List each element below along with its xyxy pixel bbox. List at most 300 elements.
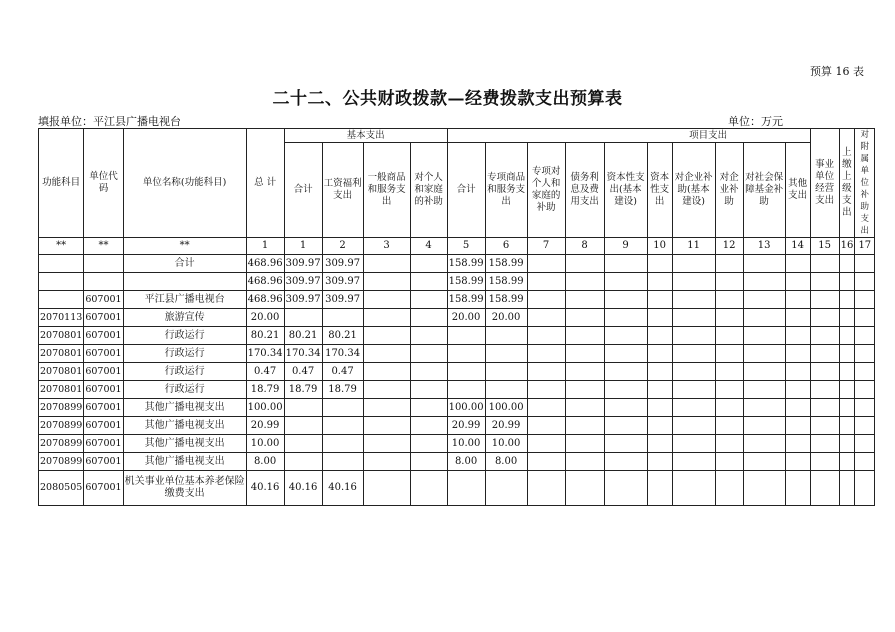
empty-cell [647, 309, 672, 327]
header-personal-family: 对个人和家庭的补助 [410, 143, 447, 238]
special-goods-cell: 8.00 [485, 453, 527, 471]
header-other: 其他支出 [785, 143, 810, 238]
column-index-cell: 15 [810, 238, 839, 255]
header-social-security: 对社会保障基金补助 [743, 143, 785, 238]
empty-cell [785, 363, 810, 381]
empty-cell [810, 381, 839, 399]
empty-cell [565, 291, 604, 309]
empty-cell [785, 399, 810, 417]
budget-table [38, 128, 875, 506]
empty-cell [363, 309, 410, 327]
empty-cell [410, 417, 447, 435]
salary-cell: 170.34 [322, 345, 363, 363]
unit-code-cell: 607001 [84, 453, 123, 471]
header-func-code: 功能科目 [39, 129, 84, 238]
table-row [39, 471, 875, 506]
empty-cell [527, 291, 565, 309]
unit-code-cell: 607001 [84, 471, 123, 506]
empty-cell [672, 363, 715, 381]
empty-cell [715, 345, 743, 363]
proj-sum-cell: 20.00 [447, 309, 485, 327]
empty-cell [839, 309, 855, 327]
header-operating: 事业单位经营支出 [810, 129, 839, 238]
column-index-cell: 10 [647, 238, 672, 255]
empty-cell [785, 273, 810, 291]
empty-cell [672, 417, 715, 435]
empty-cell [604, 291, 647, 309]
reporting-unit: 填报单位：平江县广播电视台 [38, 115, 181, 128]
column-index-cell: 17 [855, 238, 875, 255]
empty-cell [839, 435, 855, 453]
empty-cell [527, 435, 565, 453]
empty-cell [855, 417, 875, 435]
empty-cell [855, 309, 875, 327]
empty-cell [839, 417, 855, 435]
empty-cell [604, 471, 647, 506]
empty-cell [810, 453, 839, 471]
empty-cell [743, 417, 785, 435]
empty-cell [855, 399, 875, 417]
empty-cell [672, 471, 715, 506]
total-cell: 18.79 [246, 381, 284, 399]
special-goods-cell: 158.99 [485, 255, 527, 273]
empty-cell [527, 453, 565, 471]
empty-cell [565, 345, 604, 363]
column-index-cell: 12 [715, 238, 743, 255]
empty-cell [715, 363, 743, 381]
column-index-cell: 7 [527, 238, 565, 255]
func-code-cell: 2070899 [39, 417, 84, 435]
salary-cell [322, 417, 363, 435]
special-goods-cell [485, 471, 527, 506]
empty-cell [527, 363, 565, 381]
empty-cell [810, 417, 839, 435]
empty-cell [810, 327, 839, 345]
empty-cell [672, 453, 715, 471]
basic-sum-cell: 0.47 [284, 363, 322, 381]
header-total: 总 计 [246, 129, 284, 238]
header-basic-group: 基本支出 [284, 129, 447, 143]
empty-cell [565, 327, 604, 345]
total-cell: 20.00 [246, 309, 284, 327]
empty-cell [604, 453, 647, 471]
empty-cell [363, 471, 410, 506]
empty-cell [672, 345, 715, 363]
func-code-cell: 2080505 [39, 471, 84, 506]
empty-cell [743, 255, 785, 273]
table-row [39, 453, 875, 471]
empty-cell [410, 327, 447, 345]
empty-cell [855, 453, 875, 471]
empty-cell [604, 435, 647, 453]
empty-cell [715, 381, 743, 399]
empty-cell [410, 345, 447, 363]
empty-cell [839, 381, 855, 399]
total-cell: 40.16 [246, 471, 284, 506]
empty-cell [410, 273, 447, 291]
empty-cell [672, 291, 715, 309]
empty-cell [565, 255, 604, 273]
salary-cell: 40.16 [322, 471, 363, 506]
empty-cell [410, 435, 447, 453]
unit-code-cell [84, 255, 123, 273]
column-index-cell: ** [39, 238, 84, 255]
special-goods-cell: 20.99 [485, 417, 527, 435]
empty-cell [672, 399, 715, 417]
table-row [39, 363, 875, 381]
unit-code-cell: 607001 [84, 309, 123, 327]
proj-sum-cell [447, 363, 485, 381]
unit-code-cell: 607001 [84, 345, 123, 363]
special-goods-cell: 100.00 [485, 399, 527, 417]
empty-cell [810, 363, 839, 381]
unit-name-cell: 机关事业单位基本养老保险缴费支出 [123, 471, 246, 506]
table-row [39, 291, 875, 309]
basic-sum-cell: 170.34 [284, 345, 322, 363]
table-row [39, 417, 875, 435]
empty-cell [810, 345, 839, 363]
header-unit-name: 单位名称(功能科目) [123, 129, 246, 238]
empty-cell [647, 345, 672, 363]
empty-cell [743, 435, 785, 453]
header-capital-infra: 资本性支出(基本建设) [604, 143, 647, 238]
empty-cell [527, 399, 565, 417]
empty-cell [743, 363, 785, 381]
empty-cell [565, 471, 604, 506]
empty-cell [785, 417, 810, 435]
empty-cell [410, 381, 447, 399]
empty-cell [672, 255, 715, 273]
proj-sum-cell: 20.99 [447, 417, 485, 435]
basic-sum-cell [284, 453, 322, 471]
empty-cell [647, 471, 672, 506]
salary-cell: 309.97 [322, 255, 363, 273]
empty-cell [785, 309, 810, 327]
basic-sum-cell [284, 417, 322, 435]
empty-cell [565, 435, 604, 453]
empty-cell [604, 399, 647, 417]
table-row [39, 255, 875, 273]
empty-cell [855, 345, 875, 363]
func-code-cell: 2070899 [39, 399, 84, 417]
empty-cell [785, 381, 810, 399]
empty-cell [743, 273, 785, 291]
basic-sum-cell: 40.16 [284, 471, 322, 506]
column-index-cell: 9 [604, 238, 647, 255]
empty-cell [647, 255, 672, 273]
unit-name-cell [123, 273, 246, 291]
table-row [39, 345, 875, 363]
empty-cell [565, 417, 604, 435]
proj-sum-cell [447, 327, 485, 345]
table-row [39, 399, 875, 417]
header-unit-code: 单位代码 [84, 129, 123, 238]
empty-cell [855, 291, 875, 309]
empty-cell [565, 381, 604, 399]
column-index-cell: 8 [565, 238, 604, 255]
empty-cell [810, 291, 839, 309]
proj-sum-cell [447, 345, 485, 363]
empty-cell [715, 327, 743, 345]
empty-cell [785, 291, 810, 309]
basic-sum-cell: 309.97 [284, 255, 322, 273]
func-code-cell: 2070899 [39, 435, 84, 453]
empty-cell [810, 435, 839, 453]
column-index-cell: ** [84, 238, 123, 255]
empty-cell [672, 327, 715, 345]
empty-cell [839, 363, 855, 381]
empty-cell [715, 291, 743, 309]
column-index-cell: 5 [447, 238, 485, 255]
empty-cell [743, 381, 785, 399]
proj-sum-cell: 158.99 [447, 291, 485, 309]
special-goods-cell: 20.00 [485, 309, 527, 327]
empty-cell [363, 255, 410, 273]
unit-code-cell: 607001 [84, 417, 123, 435]
empty-cell [527, 417, 565, 435]
func-code-cell: 2070801 [39, 381, 84, 399]
empty-cell [647, 363, 672, 381]
basic-sum-cell: 80.21 [284, 327, 322, 345]
salary-cell [322, 399, 363, 417]
total-cell: 468.96 [246, 255, 284, 273]
empty-cell [855, 471, 875, 506]
total-cell: 0.47 [246, 363, 284, 381]
special-goods-cell [485, 363, 527, 381]
empty-cell [715, 255, 743, 273]
total-cell: 8.00 [246, 453, 284, 471]
empty-cell [647, 327, 672, 345]
empty-cell [604, 327, 647, 345]
column-index-cell: 6 [485, 238, 527, 255]
empty-cell [785, 327, 810, 345]
empty-cell [785, 255, 810, 273]
salary-cell: 0.47 [322, 363, 363, 381]
salary-cell [322, 453, 363, 471]
unit-code-cell: 607001 [84, 291, 123, 309]
empty-cell [839, 453, 855, 471]
empty-cell [363, 399, 410, 417]
empty-cell [839, 345, 855, 363]
unit-name-cell: 行政运行 [123, 381, 246, 399]
page-title: 二十二、公共财政拨款—经费拨款支出预算表 [272, 89, 623, 109]
unit-name-cell: 其他广播电视支出 [123, 417, 246, 435]
salary-cell [322, 435, 363, 453]
func-code-cell: 2070801 [39, 345, 84, 363]
empty-cell [743, 291, 785, 309]
func-code-cell: 2070899 [39, 453, 84, 471]
basic-sum-cell: 309.97 [284, 273, 322, 291]
empty-cell [672, 309, 715, 327]
empty-cell [647, 417, 672, 435]
empty-cell [565, 363, 604, 381]
column-index-cell: 3 [363, 238, 410, 255]
func-code-cell [39, 273, 84, 291]
table-row [39, 327, 875, 345]
empty-cell [363, 345, 410, 363]
empty-cell [810, 273, 839, 291]
empty-cell [839, 399, 855, 417]
empty-cell [715, 453, 743, 471]
header-goods-services: 一般商品和服务支出 [363, 143, 410, 238]
empty-cell [855, 255, 875, 273]
column-index-cell: 1 [284, 238, 322, 255]
basic-sum-cell [284, 435, 322, 453]
func-code-cell: 2070801 [39, 327, 84, 345]
proj-sum-cell [447, 381, 485, 399]
unit-code-cell: 607001 [84, 363, 123, 381]
empty-cell [785, 453, 810, 471]
basic-sum-cell: 18.79 [284, 381, 322, 399]
empty-cell [363, 327, 410, 345]
unit-name-cell: 行政运行 [123, 363, 246, 381]
column-index-cell: 14 [785, 238, 810, 255]
empty-cell [410, 291, 447, 309]
empty-cell [647, 453, 672, 471]
empty-cell [715, 435, 743, 453]
column-index-cell: ** [123, 238, 246, 255]
salary-cell: 18.79 [322, 381, 363, 399]
empty-cell [855, 381, 875, 399]
empty-cell [647, 381, 672, 399]
empty-cell [785, 471, 810, 506]
empty-cell [527, 327, 565, 345]
column-index-cell: 11 [672, 238, 715, 255]
empty-cell [527, 309, 565, 327]
column-index-cell: 2 [322, 238, 363, 255]
empty-cell [565, 453, 604, 471]
proj-sum-cell: 10.00 [447, 435, 485, 453]
salary-cell: 80.21 [322, 327, 363, 345]
unit-code-cell [84, 273, 123, 291]
empty-cell [604, 345, 647, 363]
empty-cell [839, 471, 855, 506]
header-enterprise: 对企业补助 [715, 143, 743, 238]
header-debt-interest: 债务利息及费用支出 [565, 143, 604, 238]
empty-cell [743, 309, 785, 327]
unit-code-cell: 607001 [84, 435, 123, 453]
func-code-cell: 2070113 [39, 309, 84, 327]
empty-cell [743, 327, 785, 345]
func-code-cell: 2070801 [39, 363, 84, 381]
basic-sum-cell: 309.97 [284, 291, 322, 309]
header-basic-sum: 合计 [284, 143, 322, 238]
empty-cell [839, 327, 855, 345]
total-cell: 20.99 [246, 417, 284, 435]
empty-cell [743, 345, 785, 363]
empty-cell [410, 453, 447, 471]
empty-cell [715, 417, 743, 435]
basic-sum-cell [284, 309, 322, 327]
empty-cell [810, 255, 839, 273]
unit-name-cell: 旅游宣传 [123, 309, 246, 327]
empty-cell [647, 273, 672, 291]
empty-cell [810, 471, 839, 506]
header-capital: 资本性支出 [647, 143, 672, 238]
empty-cell [527, 255, 565, 273]
empty-cell [565, 399, 604, 417]
header-affiliated: 对附属单位补助支出 [855, 129, 875, 238]
empty-cell [410, 363, 447, 381]
special-goods-cell: 10.00 [485, 435, 527, 453]
empty-cell [363, 435, 410, 453]
header-salary: 工资福利支出 [322, 143, 363, 238]
empty-cell [565, 309, 604, 327]
column-index-cell: 1 [246, 238, 284, 255]
proj-sum-cell: 8.00 [447, 453, 485, 471]
empty-cell [647, 399, 672, 417]
special-goods-cell: 158.99 [485, 273, 527, 291]
empty-cell [410, 309, 447, 327]
proj-sum-cell: 100.00 [447, 399, 485, 417]
empty-cell [363, 273, 410, 291]
empty-cell [647, 435, 672, 453]
empty-cell [715, 471, 743, 506]
empty-cell [604, 417, 647, 435]
empty-cell [785, 345, 810, 363]
empty-cell [810, 399, 839, 417]
empty-cell [743, 471, 785, 506]
empty-cell [743, 399, 785, 417]
total-cell: 170.34 [246, 345, 284, 363]
column-index-row [39, 238, 875, 255]
empty-cell [672, 435, 715, 453]
table-row [39, 435, 875, 453]
empty-cell [604, 309, 647, 327]
empty-cell [527, 381, 565, 399]
salary-cell [322, 309, 363, 327]
proj-sum-cell: 158.99 [447, 255, 485, 273]
empty-cell [363, 453, 410, 471]
header-remit-upper: 上缴上级支出 [839, 129, 855, 238]
empty-cell [715, 309, 743, 327]
empty-cell [743, 453, 785, 471]
total-cell: 100.00 [246, 399, 284, 417]
unit-name-cell: 其他广播电视支出 [123, 399, 246, 417]
table-row [39, 309, 875, 327]
empty-cell [715, 399, 743, 417]
empty-cell [604, 255, 647, 273]
empty-cell [855, 363, 875, 381]
empty-cell [604, 381, 647, 399]
header-special-goods: 专项商品和服务支出 [485, 143, 527, 238]
unit-name-cell: 行政运行 [123, 345, 246, 363]
empty-cell [363, 417, 410, 435]
empty-cell [410, 471, 447, 506]
empty-cell [647, 291, 672, 309]
empty-cell [410, 255, 447, 273]
unit-code-cell: 607001 [84, 327, 123, 345]
proj-sum-cell [447, 471, 485, 506]
unit-name-cell: 合计 [123, 255, 246, 273]
empty-cell [855, 435, 875, 453]
empty-cell [527, 345, 565, 363]
unit-code-cell: 607001 [84, 399, 123, 417]
empty-cell [565, 273, 604, 291]
total-cell: 10.00 [246, 435, 284, 453]
empty-cell [363, 381, 410, 399]
proj-sum-cell: 158.99 [447, 273, 485, 291]
column-index-cell: 4 [410, 238, 447, 255]
special-goods-cell [485, 345, 527, 363]
empty-cell [839, 255, 855, 273]
empty-cell [363, 363, 410, 381]
header-enterprise-infra: 对企业补助(基本建设) [672, 143, 715, 238]
header-project-group: 项目支出 [447, 129, 810, 143]
column-index-cell: 16 [839, 238, 855, 255]
table-row [39, 273, 875, 291]
empty-cell [785, 435, 810, 453]
